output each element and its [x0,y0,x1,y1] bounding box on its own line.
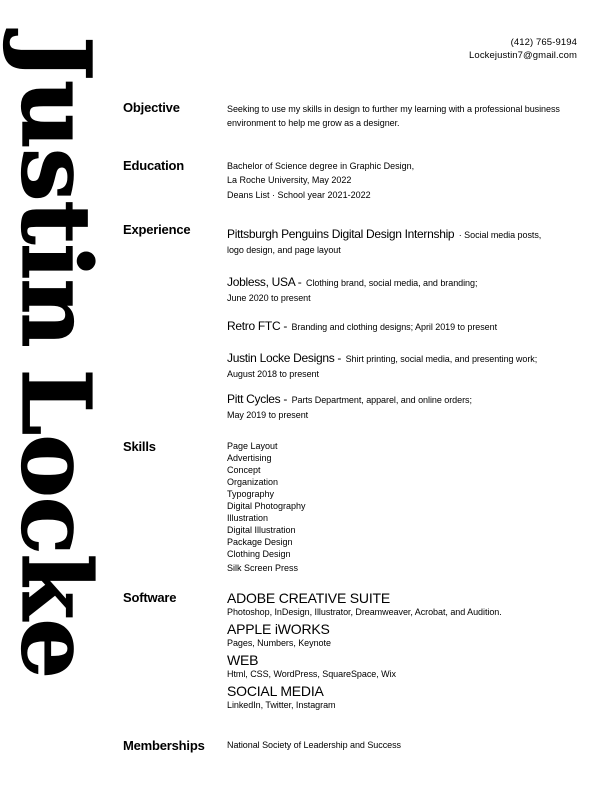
skill-item: Organization [227,477,279,487]
experience-entry [227,350,537,381]
job-title: Jobless, USA - [227,275,302,289]
job-title: Pitt Cycles - [227,392,288,406]
software-category: APPLE iWORKS [227,621,330,637]
objective-heading: Objective [123,100,180,115]
job-description: · Social media posts, [458,230,542,240]
software-group [227,591,502,619]
skill-item: Illustration [227,513,269,523]
skill-item: Page Layout [227,441,278,451]
experience-entry [227,318,497,335]
software-tools: Photoshop, InDesign, Illustrator, Dreamweaver, Acrobat, and Audition. [227,607,502,617]
memberships-heading: Memberships [123,738,205,753]
skill-item: Digital Photography [227,501,306,511]
education-degree: Bachelor of Science degree in Graphic Design, [227,161,415,171]
memberships-text: National Society of Leadership and Success [227,740,402,750]
experience-entry [227,391,472,422]
contact-block [469,36,577,62]
job-title: Retro FTC - [227,319,288,333]
job-dates: June 2020 to present [227,293,311,303]
skill-item: Clothing Design [227,549,291,559]
skill-item: Typography [227,489,275,499]
education-school: La Roche University, May 2022 [227,174,352,185]
software-group [227,684,502,712]
skill-item: Concept [227,465,261,475]
objective-text: Seeking to use my skills in design to further my learning with a professional business environment to help me grow as a designer. [227,104,560,128]
software-group [227,653,502,681]
skill-item: Digital Illustration [227,525,296,535]
software-tools: LinkedIn, Twitter, Instagram [227,700,336,710]
skill-item: Advertising [227,453,272,463]
job-description: Parts Department, apparel, and online orders; [291,395,472,405]
software-list [227,591,502,715]
software-tools: Pages, Numbers, Keynote [227,638,331,648]
experience-entry [227,226,541,257]
job-description: Shirt printing, social media, and presenting work; [345,354,538,364]
phone-number: (412) 765-9194 [510,37,577,48]
experience-heading: Experience [123,222,191,237]
software-group [227,622,502,650]
job-title: Justin Locke Designs - [227,351,342,365]
job-description: Branding and clothing designs; April 2019 to present [291,322,498,332]
software-category: SOCIAL MEDIA [227,683,324,699]
education-heading: Education [123,158,185,173]
education-details [227,160,414,202]
software-category: ADOBE CREATIVE SUITE [227,590,390,606]
skills-heading: Skills [123,439,156,454]
job-dates: May 2019 to present [227,410,309,420]
job-dates: August 2018 to present [227,369,319,379]
software-category: WEB [227,652,259,668]
skill-item: Package Design [227,537,293,547]
vertical-name: Justin Locke [0,36,111,678]
job-description-cont: logo design, and page layout [227,245,341,255]
software-heading: Software [123,590,177,605]
job-title: Pittsburgh Penguins Digital Design Internship [227,227,455,241]
education-honors: Deans List · School year 2021-2022 [227,189,371,200]
skills-list [227,440,306,574]
job-description: Clothing brand, social media, and branding; [305,278,478,288]
email-address: Lockejustin7@gmail.com [469,50,577,61]
skill-item: Silk Screen Press [227,563,299,573]
experience-entry [227,274,477,305]
software-tools: Html, CSS, WordPress, SquareSpace, Wix [227,669,396,679]
